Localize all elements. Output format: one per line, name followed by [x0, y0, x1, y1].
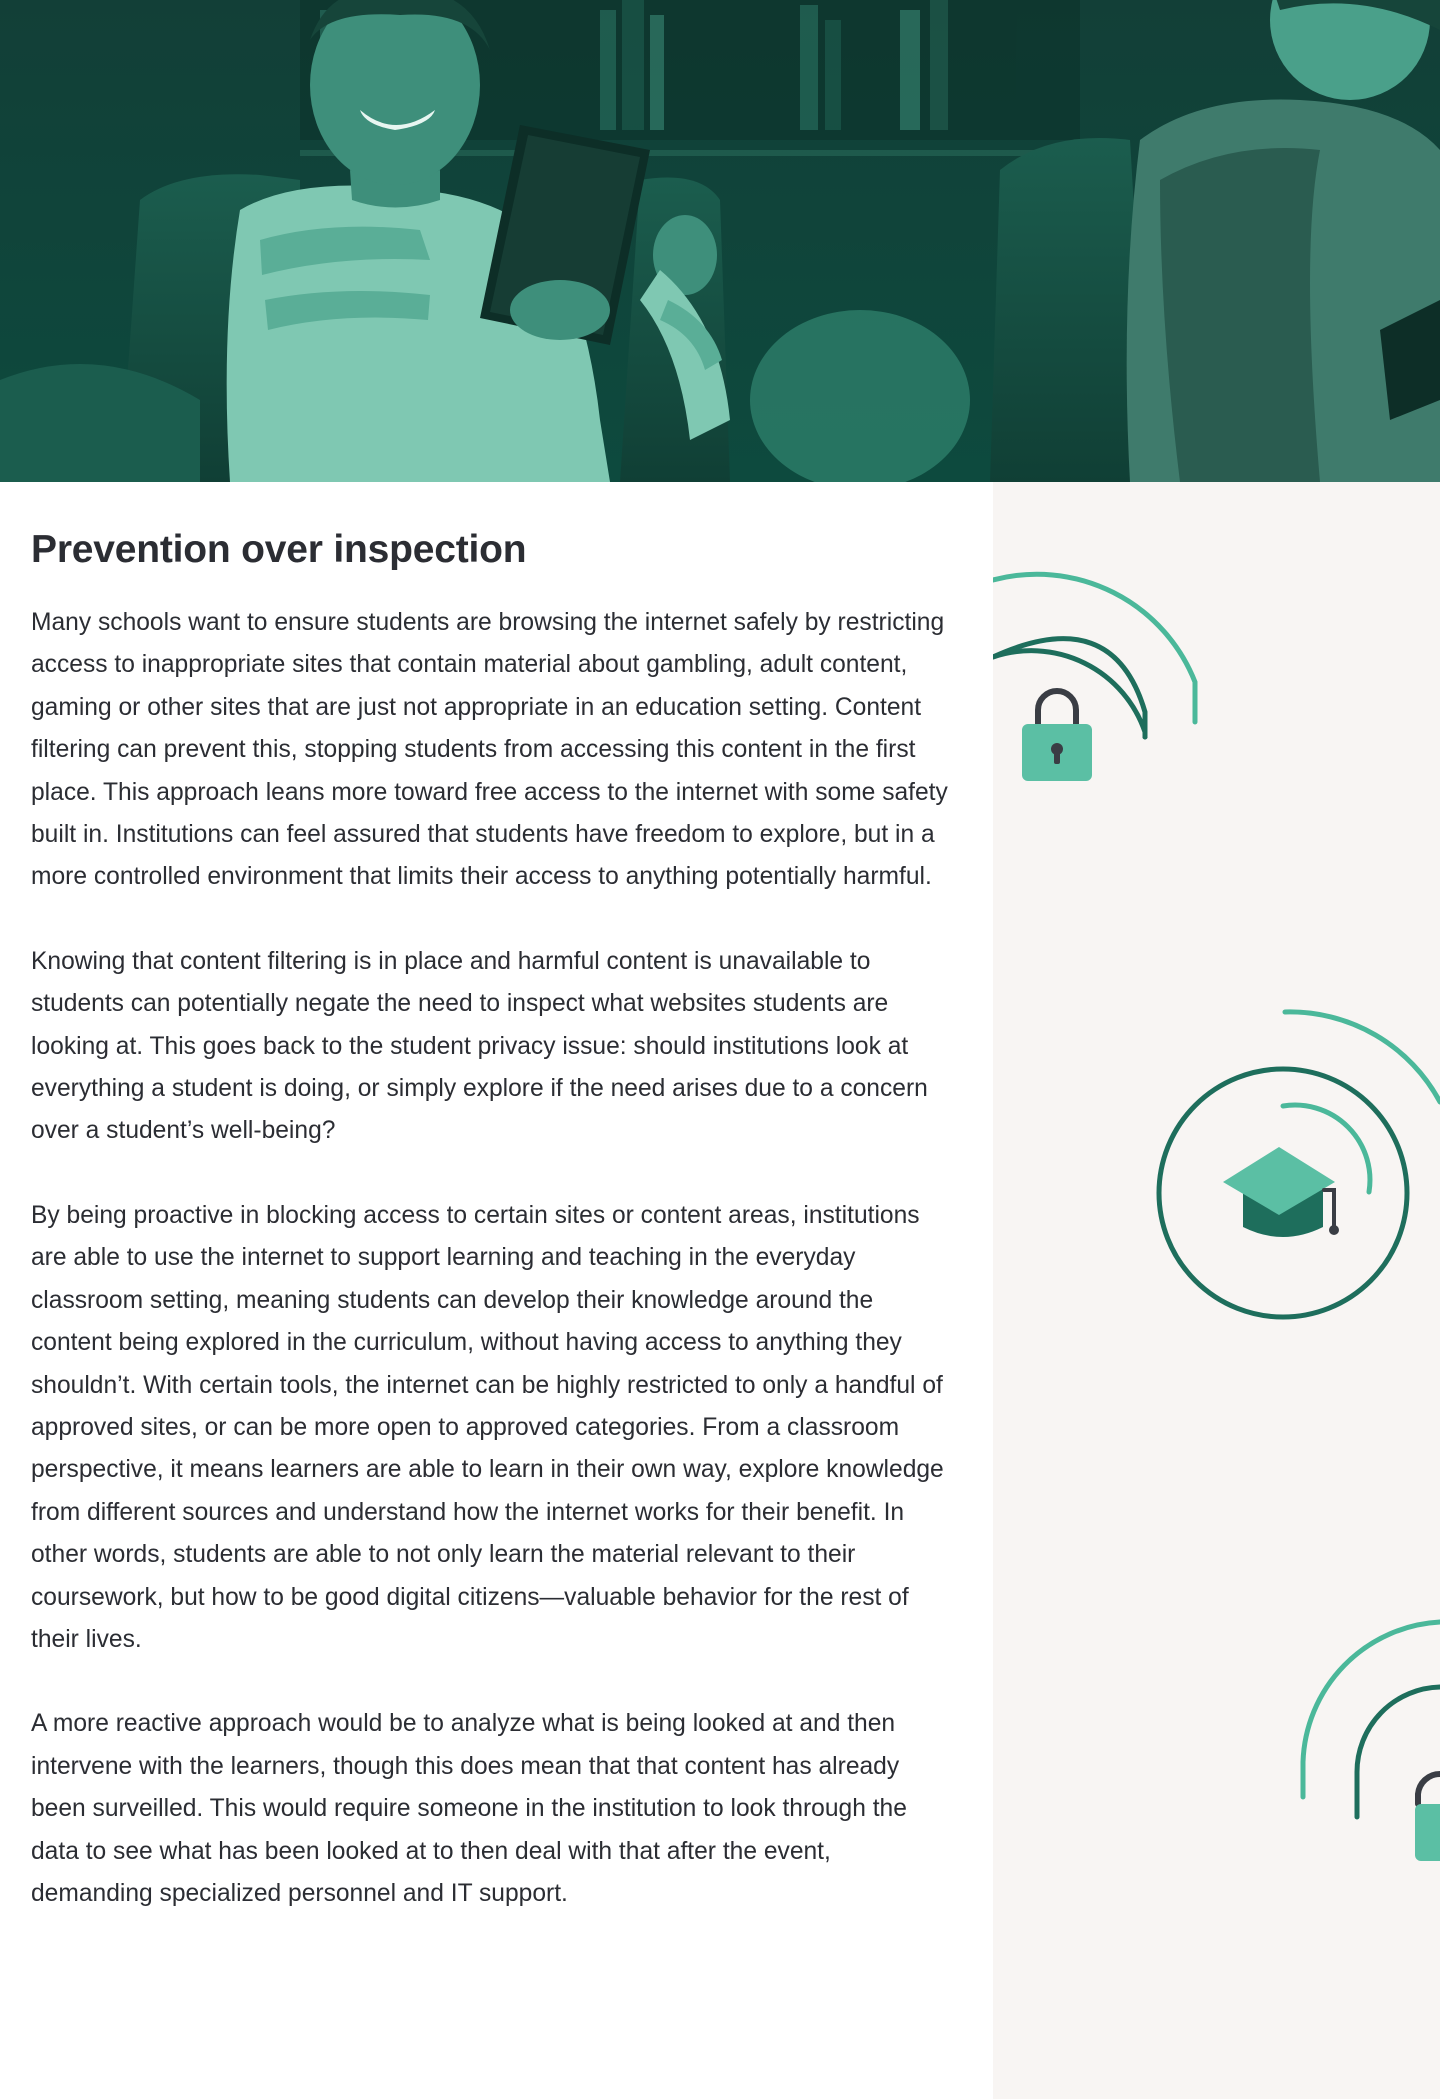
article-content	[31, 520, 951, 1957]
paragraph-2: Knowing that content filtering is in place and harmful content is unavailable to students can potentially negate the need to inspect what websites students are looking at. This goes back to the student privacy issue: should institutions look at everything a student is doing, or simply explore if the need arises due to a concern over a student’s well-being?	[31, 947, 928, 1145]
padlock-icon	[1303, 1622, 1440, 1861]
page-title: Prevention over inspection	[31, 528, 527, 571]
paragraph-3: By being proactive in blocking access to certain sites or content areas, institutions are able to use the internet to support learning and teaching in the everyday classroom setting, meaning students can develop their knowledge around the content being explored in the curriculum, without having access to anything they shouldn’t. With certain tools, the internet can be highly restricted to only a handful of approved sites, or can be more open to approved categories. From a classroom perspective, it means learners are able to learn in their own way, explore knowledge from different sources and understand how the internet works for their benefit. In other words, students are able to not only learn the material relevant to their coursework, but how to be good digital citizens—valuable behavior for the rest of their lives.	[31, 1201, 944, 1653]
paragraph-1: Many schools want to ensure students are browsing the internet safely by restricting access to inappropriate sites that contain material about gambling, adult content, gaming or other sites that are just not appropriate in an education setting. Content filtering can prevent this, stopping students from accessing this content in the first place. This approach leans more toward free access to the internet with some safety built in. Institutions can feel assured that students have freedom to explore, but in a more controlled environment that limits their access to anything potentially harmful.	[31, 609, 948, 891]
graduation-cap-icon	[1159, 1012, 1440, 1317]
padlock-icon	[993, 574, 1195, 781]
hero-photo	[0, 0, 1440, 482]
paragraph-4: A more reactive approach would be to analyze what is being looked at and then intervene with the learners, though this does mean that that content has already been surveilled. This would require someone in the institution to look through the data to see what has been looked at to then deal with that after the event, demanding specialized personnel and IT support.	[31, 1710, 907, 1907]
decorative-side-panel	[993, 482, 1440, 2099]
